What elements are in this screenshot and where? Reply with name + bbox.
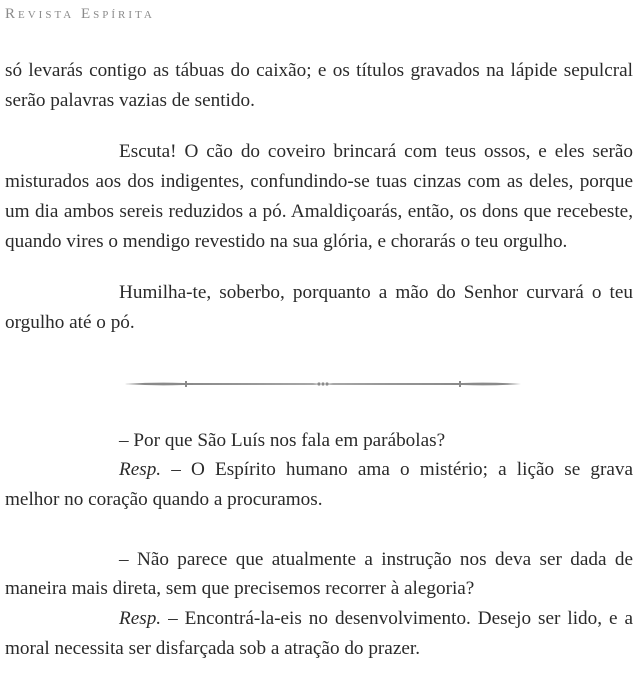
answer-1 bbox=[5, 455, 633, 514]
answer-1-text: – O Espírito humano ama o mistério; a lição se grava melhor no coração quando a procuramos. bbox=[5, 459, 633, 511]
page-body bbox=[5, 56, 633, 664]
question-1: – Por que São Luís nos fala em parábolas? bbox=[119, 429, 446, 451]
paragraph-2: Escuta! O cão do coveiro brincará com teus ossos, e eles serão misturados aos dos indigentes, confundindo-se tuas cinzas com as deles, porque um dia ambos sereis reduzidos a pó. Amaldiçoarás, então, os dons que recebeste, quando vires o mendigo revestido na sua glória, e chorarás o teu orgulho. bbox=[5, 141, 633, 252]
answer-1-label: Resp. bbox=[119, 459, 162, 481]
section-divider-ornament bbox=[5, 374, 633, 394]
paragraph-1: só levarás contigo as tábuas do caixão; e os títulos gravados na lápide sepulcral serão palavras vazias de sentido. bbox=[5, 60, 633, 111]
answer-2-label: Resp. bbox=[119, 608, 162, 630]
question-2: – Não parece que atualmente a instrução nos deva ser dada de maneira mais direta, sem que precisemos recorrer à alegoria? bbox=[5, 548, 633, 600]
running-head: Revista Espírita bbox=[5, 6, 155, 22]
answer-2-text: – Encontrá-la-eis no desenvolvimento. Desejo ser lido, e a moral necessita ser disfarçada sob a atração do prazer. bbox=[5, 608, 633, 659]
paragraph-3: Humilha-te, soberbo, porquanto a mão do Senhor curvará o teu orgulho até o pó. bbox=[5, 282, 633, 333]
answer-2 bbox=[5, 604, 633, 663]
